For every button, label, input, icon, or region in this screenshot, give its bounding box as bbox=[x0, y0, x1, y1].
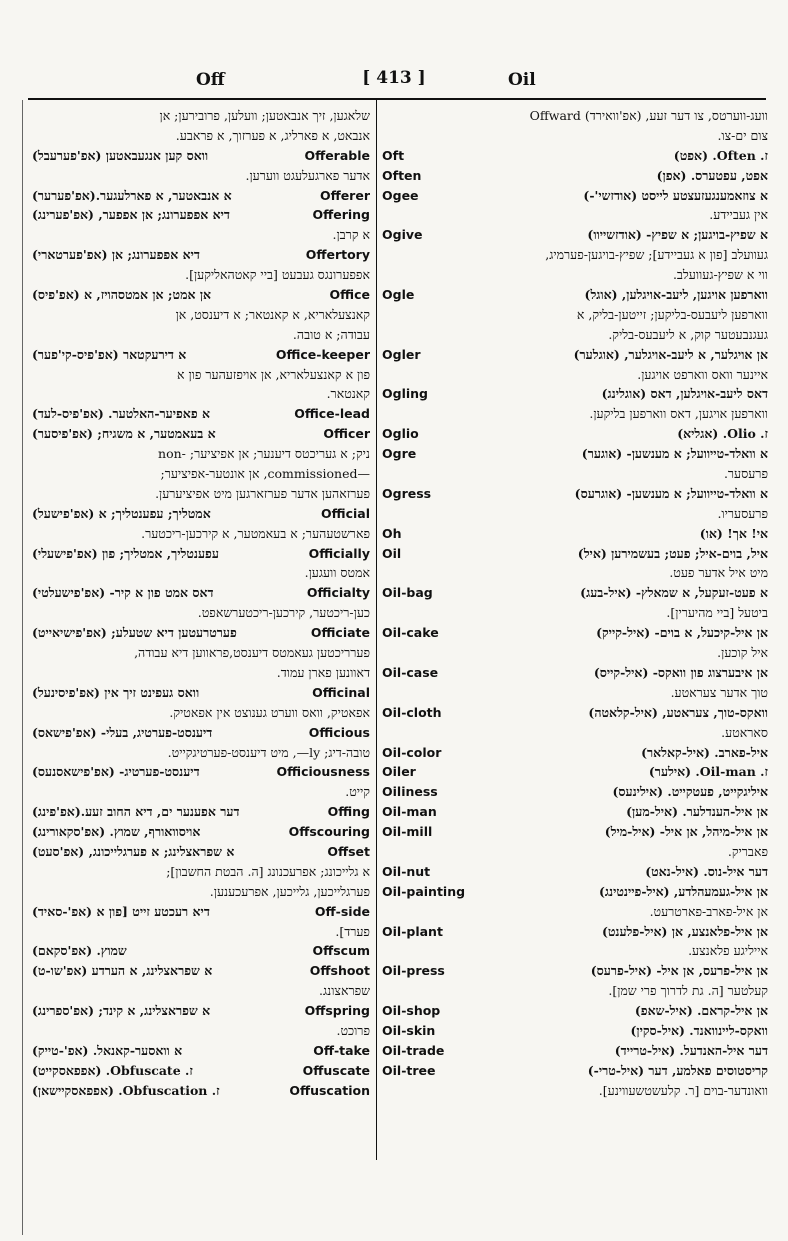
dictionary-entry bbox=[32, 802, 370, 822]
dictionary-entry bbox=[382, 186, 768, 226]
entry-head-line bbox=[382, 345, 768, 365]
dictionary-entry bbox=[382, 484, 768, 524]
entry-head-line bbox=[32, 1001, 370, 1021]
headword: Offertory bbox=[305, 247, 370, 263]
gloss: א וואלד-טייוועל; א מענשען- (אוגער) bbox=[581, 446, 768, 462]
header-left-guideword: Off bbox=[196, 70, 225, 90]
dictionary-entry bbox=[32, 544, 370, 584]
entry-text-line: ביטעל [ביי מהיערין]. bbox=[666, 605, 768, 621]
gloss: דיא רעכטע זייט [פון א (אפ'-סאיד) bbox=[32, 903, 210, 919]
left-column bbox=[32, 106, 370, 1161]
gloss: דער איל-האנדעל. (איל-טרייד) bbox=[614, 1042, 768, 1058]
gloss: דיענסט-פערטיג- (אפ'פישאסנעס) bbox=[32, 764, 200, 780]
headword: Officious bbox=[308, 724, 370, 740]
entry-text-line: סאראטע. bbox=[721, 724, 768, 740]
headword: Oil-trade bbox=[382, 1042, 445, 1058]
entry-head-line bbox=[382, 623, 768, 643]
entry-text-line: פארשטעהער; א בעאמטער, א קירכען-ריכטער. bbox=[141, 525, 370, 541]
headword: Oil-shop bbox=[382, 1003, 441, 1019]
headword: Offshoot bbox=[309, 963, 370, 979]
dictionary-entry bbox=[32, 245, 370, 285]
entry-text-line: קעלטער [ה. גת לדרוך פרי שמן]. bbox=[608, 983, 768, 999]
headword: Officialty bbox=[306, 585, 370, 601]
headword: Ogling bbox=[382, 386, 428, 402]
headword: Offscouring bbox=[288, 824, 370, 840]
entry-head-line bbox=[32, 1041, 370, 1061]
entry-text-line: פאבריק. bbox=[727, 843, 768, 859]
gloss: אן איל-קראם. (איל-שאפ) bbox=[634, 1003, 768, 1019]
dictionary-entry bbox=[382, 384, 768, 424]
entry-head-line bbox=[382, 1061, 768, 1081]
entry-text-line: פרוכט. bbox=[336, 1022, 370, 1038]
margin-line bbox=[22, 100, 23, 1235]
entry-head-line bbox=[382, 544, 768, 564]
entry-head-line bbox=[32, 544, 370, 564]
headword: Oil-bag bbox=[382, 585, 433, 601]
page-number: [ 413 ] bbox=[362, 68, 426, 88]
entry-head-line bbox=[32, 1081, 370, 1101]
entry-text-line: וועג-ווערטס, צו דער זעע, (אפ'וואירד) Offward bbox=[529, 108, 768, 123]
gloss: אן איל-פרעס, אן איל- (איל-פרעס) bbox=[590, 963, 768, 979]
entry-head-line bbox=[32, 723, 370, 743]
entry-text-line: שלאגען, זיך אנבאטען; וועלען, פרובירען; אן bbox=[159, 108, 370, 123]
gloss: אי! אך! (או) bbox=[699, 525, 768, 541]
entry-text-line: טוך אדער צעראטע. bbox=[670, 684, 768, 700]
headword: Offerable bbox=[304, 147, 370, 163]
gloss: פערטרעטען דיא שטעלע; (אפ'פישיאייט) bbox=[32, 625, 237, 641]
dictionary-entry bbox=[32, 504, 370, 544]
entry-text-line: מיט איל אדער פעט. bbox=[669, 565, 768, 581]
gloss: דיענסט-פערטיג, בעלי- (אפ'פישאס) bbox=[32, 724, 213, 740]
entry-head-line bbox=[382, 663, 768, 683]
dictionary-entry bbox=[32, 1001, 370, 1041]
headword: Offscum bbox=[312, 943, 370, 959]
entry-head-line bbox=[382, 444, 768, 464]
entry-text-line: כען-ריכטער, קירכען-ריכטערשאפט. bbox=[197, 605, 370, 621]
gloss: ז. Obfuscate. (אפפאסקייט) bbox=[32, 1062, 193, 1078]
gloss: א שפראצלינג; א פערגלייכונג, (אפ'סעט) bbox=[32, 843, 235, 859]
dictionary-entry bbox=[382, 862, 768, 882]
page-header bbox=[0, 64, 788, 92]
gloss: א אנבאטער, א פארלעגער.(אפ'פערער) bbox=[32, 187, 232, 203]
entry-head-line bbox=[382, 822, 768, 842]
entry-head-line bbox=[382, 862, 768, 882]
dictionary-entry bbox=[382, 1061, 768, 1101]
entry-head-line bbox=[382, 961, 768, 981]
entry-head-line bbox=[382, 285, 768, 305]
headword: Offset bbox=[327, 843, 370, 859]
gloss: ווארפען אויגען, ליעב-אויגלען, (אוגל) bbox=[584, 287, 768, 303]
entry-text-line: איל קוכען. bbox=[717, 645, 768, 661]
entry-head-line bbox=[382, 524, 768, 544]
dictionary-entry bbox=[382, 1001, 768, 1021]
entry-text-line: פון א קאנצעלאריא, אן אויפזעהער פון א bbox=[176, 366, 370, 382]
entry-text-line: קאנצעלאריא, א קאנטאר; א דיענסט, אן bbox=[175, 306, 370, 322]
gloss: אן איל-קיכעל, א בוים- (איל-קייק) bbox=[596, 625, 768, 641]
entry-head-line bbox=[32, 285, 370, 305]
headword: Offing bbox=[327, 804, 370, 820]
headword: Office-keeper bbox=[275, 346, 370, 362]
headword: Officer bbox=[323, 426, 370, 442]
entry-head-line bbox=[382, 424, 768, 444]
headword: Oft bbox=[382, 147, 405, 163]
dictionary-entry bbox=[32, 961, 370, 1001]
gloss: אן איבערצוג פון וואקס- (איל-קייס) bbox=[593, 664, 768, 680]
dictionary-entry bbox=[32, 902, 370, 942]
entry-text-line: אמטס וועגען. bbox=[304, 565, 370, 581]
headword: Oiliness bbox=[382, 784, 438, 800]
entry-head-line bbox=[382, 762, 768, 782]
entry-head-line bbox=[32, 623, 370, 643]
entry-text-line: געגנבעטער קוק, א ליעבעס-בליק. bbox=[608, 326, 768, 342]
dictionary-entry bbox=[382, 106, 768, 146]
dictionary-entry bbox=[382, 802, 768, 822]
headword: Ogler bbox=[382, 346, 421, 362]
entry-head-line bbox=[382, 225, 768, 245]
dictionary-entry bbox=[382, 703, 768, 743]
dictionary-entry bbox=[32, 404, 370, 424]
gloss: אויסוואורף, שמוץ. (אפ'סקאורינג) bbox=[32, 824, 201, 840]
gloss: אן איל-פלאנצע, אן (איל-פלענט) bbox=[601, 923, 768, 939]
entry-head-line bbox=[32, 404, 370, 424]
entry-text-line: אנבאט, א פארליג, א פערזוך, א פראבע. bbox=[175, 127, 370, 143]
headword: Oil-man bbox=[382, 804, 437, 820]
dictionary-entry bbox=[382, 822, 768, 862]
gloss: אן איל-געמעהלדע, (איל-פיינטינג) bbox=[598, 883, 768, 899]
entry-text-line: ווי א שפיץ-געוועלב. bbox=[672, 267, 768, 283]
dictionary-entry bbox=[32, 106, 370, 126]
gloss: א פאפיער-האלטער. (אפ'פיס-לעד) bbox=[32, 406, 211, 422]
dictionary-entry bbox=[382, 922, 768, 962]
entry-text-line: פרעסעריו. bbox=[717, 505, 768, 521]
gloss: ז. Obfuscation. (אפפאסקיישאן) bbox=[32, 1082, 220, 1098]
entry-text-line: אייליגע פלאנצע. bbox=[688, 943, 768, 959]
gloss: עפענטליך, אמטליך; פון (אפ'פישעלי) bbox=[32, 545, 219, 561]
gloss: דיא אפפערונג; אן אפפער, (אפ'פערינג) bbox=[32, 207, 230, 223]
entry-text-line: דאוונען פארן עמוד. bbox=[276, 664, 370, 680]
headword: Oil-tree bbox=[382, 1062, 436, 1078]
gloss: וואקס-טוך, צעראטע, (איל-קלאטה) bbox=[588, 704, 768, 720]
entry-head-line bbox=[32, 1061, 370, 1081]
entry-head-line bbox=[382, 1021, 768, 1041]
headword: Oil-color bbox=[382, 744, 442, 760]
entry-head-line bbox=[32, 941, 370, 961]
entry-head-line bbox=[382, 146, 768, 166]
dictionary-entry bbox=[32, 126, 370, 146]
dictionary-entry bbox=[32, 1081, 370, 1101]
entry-head-line bbox=[32, 245, 370, 265]
gloss: ז. Olio. (אגליא) bbox=[677, 426, 768, 442]
headword: Office-lead bbox=[294, 406, 370, 422]
entry-head-line bbox=[32, 842, 370, 862]
entry-text-line: װאונדער-בוים [ר. קלעשטשעווינע]. bbox=[598, 1082, 768, 1098]
headword: Oil bbox=[382, 545, 402, 561]
entry-head-line bbox=[382, 802, 768, 822]
gloss: א שפראצלינג, א הערדע (אפ'שו-ט) bbox=[32, 963, 213, 979]
headword: Oglio bbox=[382, 426, 419, 442]
column-divider bbox=[376, 100, 377, 1160]
dictionary-entry bbox=[382, 524, 768, 544]
dictionary-entry bbox=[32, 345, 370, 405]
entry-text-line: אין געביידע. bbox=[709, 207, 768, 223]
dictionary-entry bbox=[382, 882, 768, 922]
dictionary-entry bbox=[382, 961, 768, 1001]
gloss: איל-פארב. (איל-קאלאר) bbox=[641, 744, 768, 760]
entry-head-line bbox=[32, 961, 370, 981]
entry-head-line bbox=[382, 384, 768, 404]
headword: Office bbox=[329, 287, 370, 303]
entry-text-line: פערגלייכען, גלייכען, אפרעכענען. bbox=[209, 883, 370, 899]
entry-head-line bbox=[382, 166, 768, 186]
dictionary-entry bbox=[382, 623, 768, 663]
entry-text-line: אן איל-פארב-פארטרעט. bbox=[649, 903, 768, 919]
dictionary-entry bbox=[32, 146, 370, 186]
headword: Offerer bbox=[319, 187, 370, 203]
headword: Ogress bbox=[382, 485, 432, 501]
dictionary-entry bbox=[382, 544, 768, 584]
entry-head-line bbox=[382, 703, 768, 723]
dictionary-entry bbox=[32, 683, 370, 723]
entry-head-line bbox=[32, 205, 370, 225]
entry-head-line bbox=[32, 583, 370, 603]
headword: Officiousness bbox=[276, 764, 370, 780]
dictionary-entry bbox=[382, 1041, 768, 1061]
entry-text-line: פערזאהען אדער פערזארגען מיט אפיציערען. bbox=[155, 485, 370, 501]
gloss: אמטליך; עפענטליך; א (אפ'פישעל) bbox=[32, 505, 211, 521]
headword: Often bbox=[382, 167, 422, 183]
headword: Oil-cake bbox=[382, 625, 439, 641]
dictionary-entry bbox=[382, 782, 768, 802]
gloss: איל, בוים-איל; פעט; בעשמירען (איל) bbox=[577, 545, 768, 561]
dictionary-entry bbox=[382, 583, 768, 623]
entry-text-line: קאנטאר. bbox=[326, 386, 370, 402]
headword: Offspring bbox=[304, 1003, 370, 1019]
dictionary-entry bbox=[382, 166, 768, 186]
gloss: אן איל-הענדלער. (איל-מען) bbox=[626, 804, 768, 820]
entry-head-line bbox=[32, 146, 370, 166]
entry-text-line: אפאטיק, וואס ווערט גענוצט אין אפאטיק. bbox=[169, 704, 370, 720]
headword: Ogle bbox=[382, 287, 415, 303]
headword: Ogive bbox=[382, 227, 423, 243]
entry-head-line bbox=[382, 922, 768, 942]
entry-text-line: קייט. bbox=[345, 784, 370, 800]
header-right-guideword: Oil bbox=[508, 70, 536, 90]
dictionary-entry bbox=[382, 424, 768, 444]
entry-text-line: ווארפען אויגען, דאס ווארפען בליקען. bbox=[589, 406, 768, 422]
gloss: דער איל-נוס. (איל-נאט) bbox=[645, 863, 768, 879]
dictionary-entry bbox=[32, 723, 370, 763]
headword: Ogee bbox=[382, 187, 419, 203]
entry-text-line: פרעסער. bbox=[723, 466, 768, 482]
gloss: דאס אמט פון א קיר- (אפ'פישעלטי) bbox=[32, 585, 214, 601]
headword: Oil-case bbox=[382, 664, 439, 680]
headword: Oil-cloth bbox=[382, 704, 442, 720]
dictionary-entry bbox=[382, 345, 768, 385]
gloss: וואקס-ליינוואנד. (איל-סקין) bbox=[630, 1022, 768, 1038]
entry-text-line: פערד]. bbox=[335, 923, 370, 939]
headword: Ogre bbox=[382, 446, 417, 462]
headword: Offuscate bbox=[302, 1062, 370, 1078]
headword: Oiler bbox=[382, 764, 416, 780]
gloss: וואס געפינט זיך אין (אפ'פיסינעל) bbox=[32, 684, 200, 700]
entry-head-line bbox=[32, 424, 370, 444]
gloss: אפט, עפטערס. (אפן) bbox=[656, 167, 768, 183]
entry-head-line bbox=[382, 186, 768, 206]
entry-head-line bbox=[32, 186, 370, 206]
gloss: דער אפענער ים, דיא החוב זעע.(אפ'פינג) bbox=[32, 804, 240, 820]
headword: Official bbox=[321, 505, 370, 521]
gloss: א בעאמטער, א משגיח; (אפ'פיסער) bbox=[32, 426, 216, 442]
entry-text-line: —commissioned, אן אונטער-אפיציער; bbox=[160, 466, 370, 482]
gloss: א שפראצלינג, א קינד; (אפ'ספרינג) bbox=[32, 1003, 211, 1019]
entry-head-line bbox=[382, 882, 768, 902]
entry-text-line: צום ים-צו. bbox=[717, 127, 768, 143]
entry-head-line bbox=[32, 762, 370, 782]
headword: Oh bbox=[382, 525, 402, 541]
dictionary-entry bbox=[32, 941, 370, 961]
gloss: ז. Oil-man. (אילער) bbox=[648, 764, 768, 780]
gloss: דאס ליעב-אויגלען, דאס (אוגלינג) bbox=[601, 386, 768, 402]
entry-text-line: שפראצונג. bbox=[319, 983, 370, 999]
headword: Oil-plant bbox=[382, 923, 443, 939]
entry-text-line: ניק; א געריכטס דיענער; אן אפיציער; -non bbox=[158, 446, 370, 462]
dictionary-entry bbox=[382, 663, 768, 703]
entry-head-line bbox=[32, 683, 370, 703]
headword: Off-take bbox=[313, 1042, 370, 1058]
headword: Off-side bbox=[314, 903, 370, 919]
gloss: א וואלד-טייוועל; א מענשען- (אוגרעס) bbox=[574, 485, 768, 501]
entry-head-line bbox=[32, 902, 370, 922]
dictionary-entry bbox=[32, 205, 370, 245]
dictionary-entry bbox=[382, 146, 768, 166]
gloss: שמוץ. (אפ'סקאם) bbox=[32, 943, 127, 959]
entry-text-line: עבודה; א טובה. bbox=[292, 326, 370, 342]
entry-text-line: טובה-דיג; ly—, מיט דיענסט-פערטיגקייט. bbox=[167, 744, 370, 760]
gloss: קריסטוסים פאלמע, דער (איל-טרי-) bbox=[587, 1062, 768, 1078]
entry-head-line bbox=[32, 345, 370, 365]
dictionary-entry bbox=[382, 285, 768, 345]
entry-text-line: ווארפען ליעבעס-בליקען; זייטען-בליק, א bbox=[576, 306, 768, 322]
headword: Oil-painting bbox=[382, 883, 466, 899]
dictionary-entry bbox=[382, 444, 768, 484]
dictionary-entry bbox=[382, 225, 768, 285]
entry-text-line: געוועלב [פון א געביידע]; שפיץ-בויגען-פערמיג, bbox=[545, 247, 768, 263]
dictionary-entry bbox=[32, 186, 370, 206]
dictionary-entry bbox=[32, 762, 370, 802]
gloss: איליגקייט, פעטקייט. (אילינעס) bbox=[612, 784, 768, 800]
dictionary-entry bbox=[32, 583, 370, 623]
entry-head-line bbox=[32, 504, 370, 524]
entry-head-line bbox=[382, 1001, 768, 1021]
gloss: ז. Often. (אפט) bbox=[673, 147, 768, 163]
headword: Officially bbox=[308, 545, 370, 561]
entry-head-line bbox=[382, 1041, 768, 1061]
headword: Oil-nut bbox=[382, 863, 431, 879]
entry-head-line bbox=[382, 583, 768, 603]
gloss: וואס קען אנגעבאטען (אפ'פערעבל) bbox=[32, 147, 209, 163]
gloss: אן אויגלער, א ליעב-אויגלער, (אוגלער) bbox=[573, 346, 768, 362]
gloss: אן אמט; אן אמטסהויז, א (אפ'פיס) bbox=[32, 287, 212, 303]
entry-text-line: א גלייכונג; אפרעכנונג [ה. הבטת החשבון]; bbox=[166, 863, 370, 879]
header-rule bbox=[28, 98, 766, 100]
headword: Oil-mill bbox=[382, 824, 433, 840]
right-column bbox=[382, 106, 768, 1161]
gloss: אן איל-מיהל, אן איל- (איל-מיל) bbox=[604, 824, 768, 840]
gloss: א דירעקטאר (אפ'פיס-קי'פער) bbox=[32, 346, 187, 362]
entry-head-line bbox=[382, 743, 768, 763]
entry-head-line bbox=[382, 782, 768, 802]
dictionary-entry bbox=[32, 285, 370, 345]
headword: Officiate bbox=[310, 625, 370, 641]
headword: Offuscation bbox=[289, 1082, 370, 1098]
dictionary-entry bbox=[32, 1061, 370, 1081]
entry-text-line: איינער וואס ווארפט אויגען. bbox=[637, 366, 768, 382]
gloss: א שפיץ-בויגען; א שפיץ- (אודזשייוו) bbox=[587, 227, 768, 243]
dictionary-entry bbox=[382, 762, 768, 782]
headword: Oil-press bbox=[382, 963, 445, 979]
entry-head-line bbox=[382, 484, 768, 504]
gloss: דיא אפפערונג; אן (אפ'פערטארי) bbox=[32, 247, 200, 263]
dictionary-entry bbox=[32, 424, 370, 504]
entry-text-line: א קרבן. bbox=[332, 227, 370, 243]
gloss: א וואסער-קאנאל. (אפ'-טייק) bbox=[32, 1042, 183, 1058]
dictionary-entry bbox=[382, 743, 768, 763]
headword: Oil-skin bbox=[382, 1022, 436, 1038]
gloss: א צוזאמענגעזעצטע לייסט (אודזשי'-) bbox=[583, 187, 768, 203]
entry-head-line bbox=[32, 802, 370, 822]
dictionary-entry bbox=[382, 1021, 768, 1041]
dictionary-entry bbox=[32, 623, 370, 683]
dictionary-entry bbox=[32, 822, 370, 842]
gloss: א פעט-זעקעל, א שמאלץ- (איל-בעג) bbox=[580, 585, 768, 601]
dictionary-entry bbox=[32, 1041, 370, 1061]
headword: Officinal bbox=[312, 684, 370, 700]
headword: Offering bbox=[312, 207, 370, 223]
entry-head-line bbox=[32, 822, 370, 842]
entry-text-line: אפפערונגס געבעט [ביי קאטהאליקען]. bbox=[185, 267, 370, 283]
entry-text-line: פערריכטען געאמטס דיענסט,פראווען דיא עבודה, bbox=[134, 645, 370, 661]
dictionary-entry bbox=[32, 842, 370, 902]
entry-text-line: אדער פארגעלעגט ווערען. bbox=[245, 167, 370, 183]
